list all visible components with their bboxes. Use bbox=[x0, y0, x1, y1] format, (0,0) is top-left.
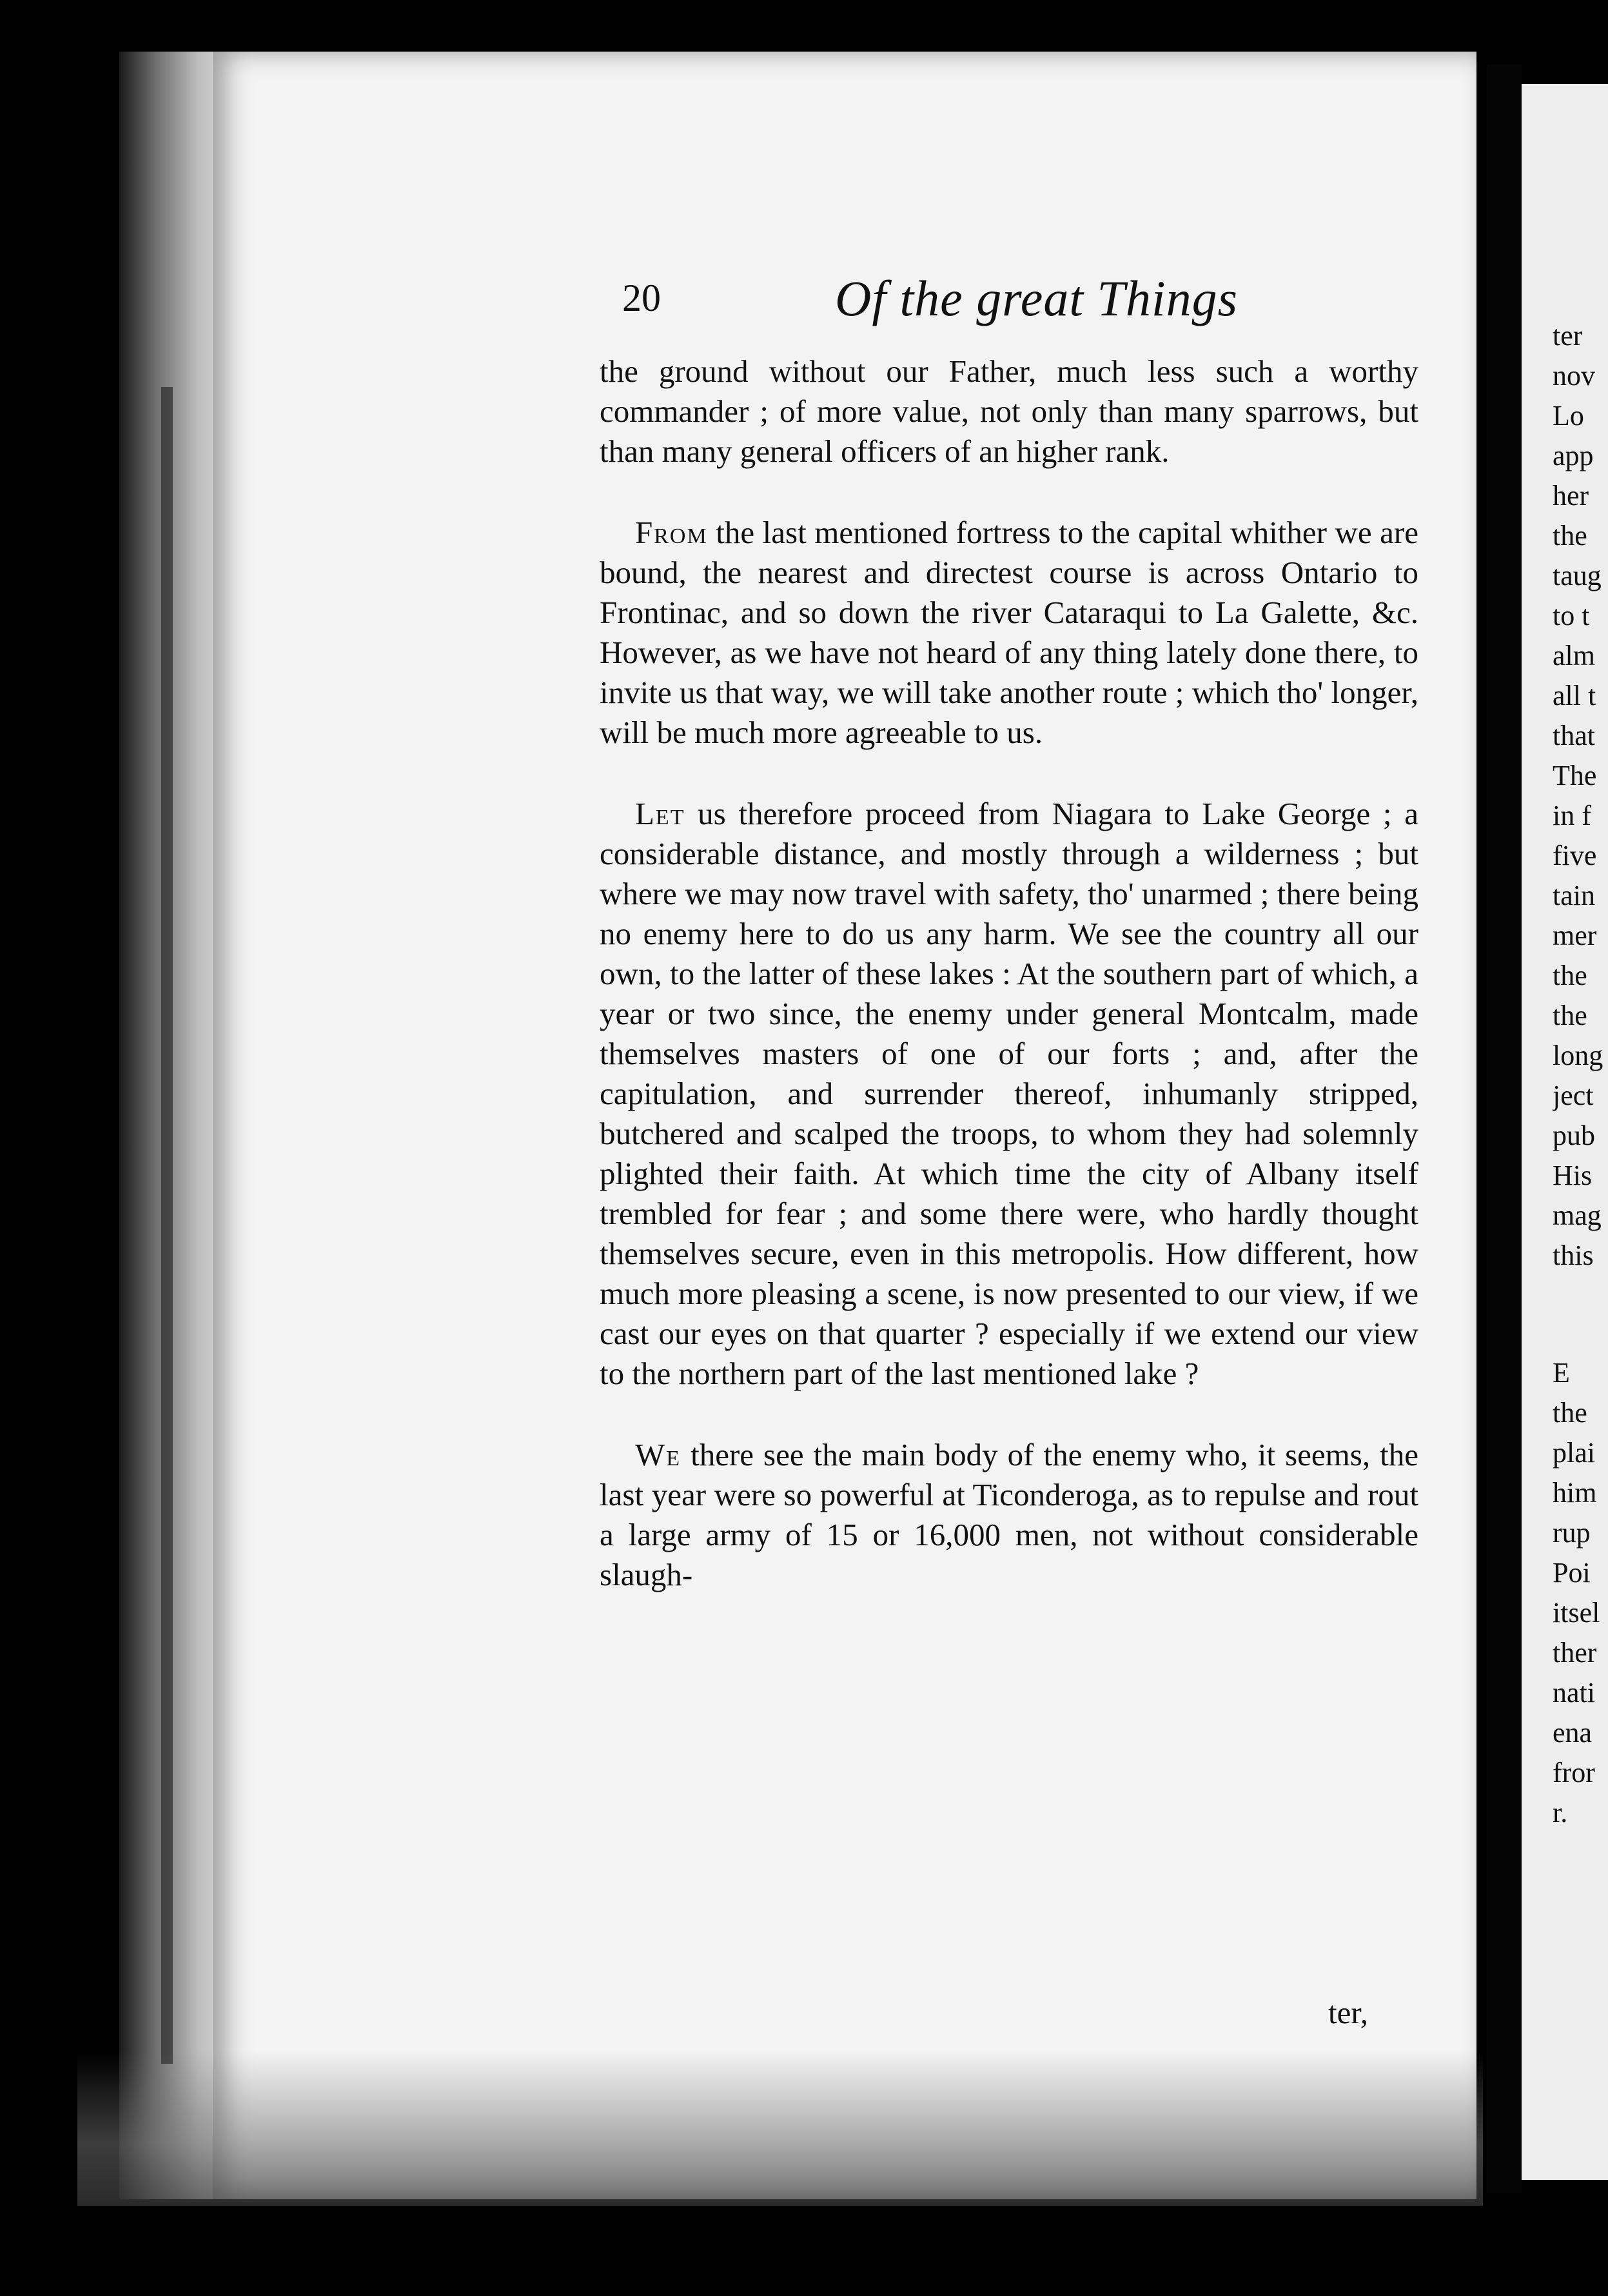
adjacent-page-text bbox=[1553, 316, 1608, 1833]
running-head: Of the great Things bbox=[835, 270, 1238, 326]
adjacent-page-line: The bbox=[1553, 760, 1597, 791]
adjacent-page-line: alm bbox=[1553, 640, 1595, 671]
paragraph-text: the ground without our Father, much less such a worthy commander ; of more value, not only than many sparrows, but than many general officers of an higher rank. bbox=[600, 353, 1418, 469]
adjacent-page-line: His bbox=[1553, 1160, 1593, 1191]
adjacent-page-line: nov bbox=[1553, 360, 1595, 391]
catchword: ter, bbox=[1328, 1995, 1368, 2030]
adjacent-page-line: the bbox=[1553, 1000, 1587, 1031]
adjacent-page-line: Lo bbox=[1553, 400, 1584, 431]
paragraph-lead-word: From bbox=[635, 515, 708, 550]
adjacent-page-line: fror bbox=[1553, 1757, 1595, 1788]
adjacent-page-line: r. bbox=[1553, 1797, 1568, 1828]
adjacent-page-line: ena bbox=[1553, 1717, 1593, 1748]
adjacent-page-line: the bbox=[1553, 520, 1587, 551]
adjacent-page-line: this bbox=[1553, 1240, 1594, 1271]
adjacent-page-line: ther bbox=[1553, 1637, 1597, 1668]
adjacent-page-line: mag bbox=[1553, 1200, 1602, 1231]
adjacent-page-line: five bbox=[1553, 840, 1597, 871]
adjacent-page-line: mer bbox=[1553, 920, 1597, 951]
page-header bbox=[622, 263, 1267, 334]
adjacent-page-line: to t bbox=[1553, 600, 1590, 631]
page-edge-shadow bbox=[77, 2051, 1483, 2206]
adjacent-page-line: long bbox=[1553, 1040, 1603, 1071]
adjacent-page-line: itsel bbox=[1553, 1597, 1600, 1628]
paragraph bbox=[600, 1435, 1418, 1595]
adjacent-page-line: tain bbox=[1553, 880, 1595, 911]
paragraph-lead-word: Let bbox=[635, 796, 685, 831]
page-number: 20 bbox=[622, 277, 661, 319]
adjacent-page-line: ter bbox=[1553, 320, 1583, 351]
paragraph-text: the last mentioned fortress to the capital whither we are bound, the nearest and directest course is across Ontario to Frontinac, and so down the river Cataraqui to La Galette, &c. However, as we have not heard of any thing lately done there, to invite us that way, we will take another route ; which tho' longer, will be much more agreeable to us. bbox=[600, 515, 1418, 750]
paragraph-gap bbox=[1553, 1276, 1608, 1353]
adjacent-page-line: E bbox=[1553, 1357, 1570, 1389]
adjacent-page-line: her bbox=[1553, 480, 1589, 511]
adjacent-page-line: in f bbox=[1553, 800, 1591, 831]
adjacent-page-line: that bbox=[1553, 720, 1595, 751]
adjacent-page-line: plai bbox=[1553, 1437, 1595, 1469]
page-divider bbox=[1486, 64, 1522, 2193]
gutter-shadow bbox=[161, 387, 173, 2064]
adjacent-page-line: ject bbox=[1553, 1080, 1594, 1111]
adjacent-page-line: all t bbox=[1553, 680, 1596, 711]
adjacent-page-line: app bbox=[1553, 440, 1594, 471]
adjacent-page-line: Poi bbox=[1553, 1557, 1591, 1588]
adjacent-page-line: the bbox=[1553, 960, 1587, 991]
adjacent-page-line: nati bbox=[1553, 1677, 1595, 1708]
paragraph bbox=[600, 513, 1418, 753]
paragraph-lead-word: We bbox=[635, 1437, 681, 1472]
paragraph-text: us therefore proceed from Niagara to Lake George ; a considerable distance, and mostly through a wilderness ; but where we may now travel with safety, tho' unarmed ; there being no enemy here to do us any harm. We see the country all our own, to the latter of these lakes : At the southern part of which, a year or two since, the enemy under general Montcalm, made themselves masters of one of our forts ; and, after the capitulation, and surrender thereof, inhumanly stripped, butchered and scalped the troops, to whom they had solemnly plighted their faith. At which time the city of Albany itself trembled for fear ; and some there were, who hardly thought themselves secure, even in this metropolis. How different, how much more pleasing a scene, is now presented to our view, if we cast our eyes on that quarter ? especially if we extend our view to the northern part of the last mentioned lake ? bbox=[600, 796, 1418, 1391]
adjacent-page-line: pub bbox=[1553, 1120, 1595, 1151]
adjacent-page-line: rup bbox=[1553, 1517, 1591, 1549]
paragraph bbox=[600, 794, 1418, 1394]
adjacent-page-line: taug bbox=[1553, 560, 1602, 591]
paragraph-text: there see the main body of the enemy who, it seems, the last year were so powerful at Ticonderoga, as to repulse and rout a large army of 15 or 16,000 men, not without considerable slaugh- bbox=[600, 1437, 1418, 1592]
paragraph bbox=[600, 351, 1418, 471]
adjacent-page-line: him bbox=[1553, 1477, 1597, 1509]
adjacent-page-line: the bbox=[1553, 1397, 1587, 1429]
page-body-text bbox=[600, 351, 1418, 1636]
